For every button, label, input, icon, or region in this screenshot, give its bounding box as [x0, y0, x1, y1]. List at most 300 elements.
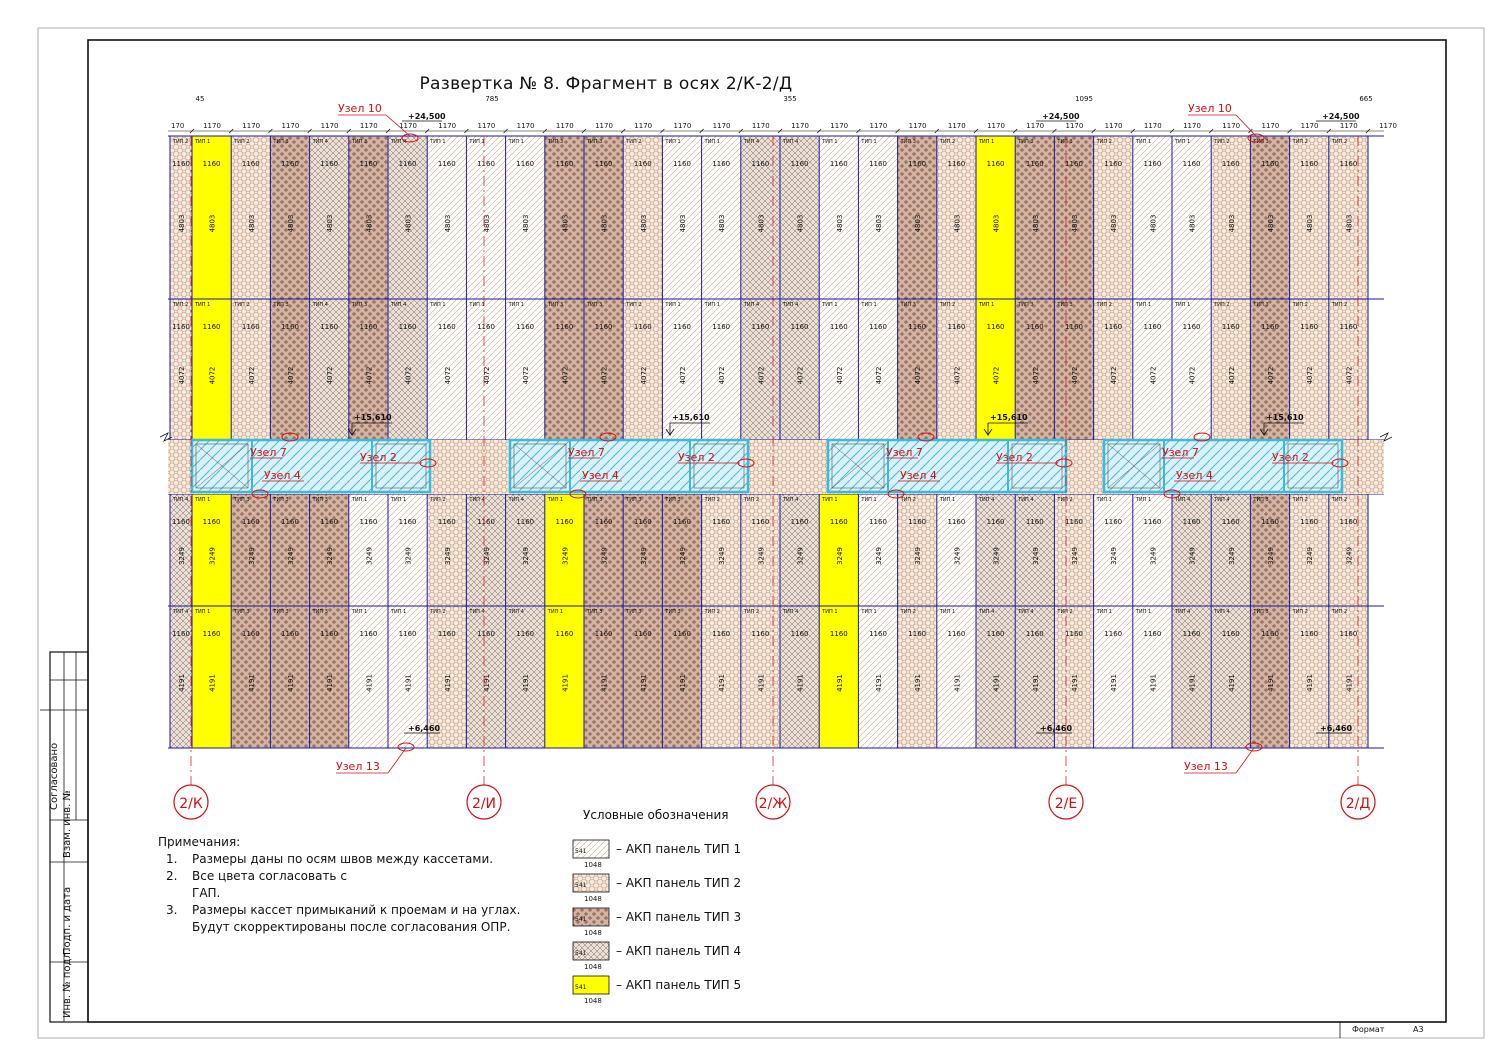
panel-type-tag: ТИП 2	[626, 302, 642, 308]
panel-width-label: 1160	[790, 518, 809, 526]
panel-type-tag: ТИП 4	[312, 139, 328, 145]
panel-type-tag: ТИП 3	[234, 609, 250, 615]
panel-height-label: 4072	[561, 366, 570, 385]
dim-label: 1170	[1261, 122, 1280, 130]
panel-width-label: 1160	[477, 323, 495, 331]
panel-width-label: 1160	[241, 160, 260, 168]
panel-height-label: 4803	[208, 214, 217, 233]
elevation-mid: +15,610	[1266, 413, 1304, 422]
panel-width-label: 1160	[1065, 630, 1083, 638]
legend-swatch-height: 541	[575, 984, 587, 991]
panel-width-label: 1160	[986, 518, 1005, 526]
legend-label: – АКП панель ТИП 1	[616, 842, 742, 856]
panel-type-tag: ТИП 1	[430, 139, 446, 145]
panel-height-label: 4072	[522, 366, 531, 385]
legend-swatch-width: 1048	[584, 861, 602, 869]
panel-width-label: 1160	[398, 160, 417, 168]
node-label-uzel4: Узел 4	[582, 469, 619, 482]
panel-width-label: 1160	[594, 630, 613, 638]
panel-height-label: 4072	[1031, 366, 1040, 385]
panel-width-label: 1160	[673, 630, 691, 638]
panel-type-tag: ТИП 2	[704, 497, 720, 503]
panel-type-tag: ТИП 2	[1214, 139, 1230, 145]
panel-type-tag: ТИП 4	[469, 497, 485, 503]
panel-height-label: 4803	[796, 214, 805, 233]
dim-label: 1170	[595, 122, 613, 130]
panel-width-label: 1160	[1025, 630, 1044, 638]
panel-width-label: 1160	[202, 160, 221, 168]
panel-width-label: 1160	[1065, 160, 1083, 168]
panel-width-label: 1160	[908, 518, 927, 526]
panel-height-label: 3249	[365, 547, 374, 565]
panel-type-tag: ТИП 1	[1096, 609, 1112, 615]
note-text: Размеры кассет примыканий к проемам и на углах.	[192, 903, 521, 917]
panel-height-label: 3249	[561, 547, 570, 565]
panel-height-label: 3249	[1267, 547, 1275, 565]
legend-swatch-width: 1048	[584, 963, 602, 971]
panel-type-tag: ТИП 3	[587, 139, 603, 145]
panel-type-tag: ТИП 3	[587, 609, 603, 615]
panel-height-label: 4803	[178, 214, 186, 233]
panel-height-label: 4072	[992, 366, 1001, 385]
dim-label: 1170	[1104, 122, 1123, 130]
panel-type-tag: ТИП 3	[665, 497, 681, 503]
node-label-uzel2: Узел 2	[360, 451, 397, 464]
panel-height-label: 3249	[1227, 547, 1236, 565]
note-item	[158, 885, 520, 902]
legend-label: – АКП панель ТИП 3	[616, 910, 742, 924]
panel-width-label: 1160	[947, 630, 966, 638]
panel-height-label: 4803	[326, 214, 335, 233]
dim-label: 1170	[673, 122, 692, 130]
panel-width-label: 1160	[1025, 160, 1044, 168]
panel-type-tag: ТИП 1	[665, 139, 681, 145]
panel-width-label: 1160	[986, 323, 1005, 331]
panel-type-tag: ТИП 3	[1253, 497, 1269, 503]
format-value: А3	[1413, 1025, 1424, 1034]
panel-height-label: 4803	[1306, 214, 1315, 233]
note-text: Размеры даны по осям швов между кассетами.	[192, 852, 494, 866]
panel-height-label: 3249	[483, 547, 491, 565]
panel-height-label: 4191	[953, 674, 962, 692]
dim-label: 1170	[203, 122, 221, 130]
note-text: ГАП.	[192, 886, 221, 900]
panel-type-tag: ТИП 3	[626, 609, 642, 615]
panel-height-label: 4803	[404, 214, 413, 233]
panel-height-label: 3249	[1110, 547, 1119, 565]
panel-width-label: 1160	[829, 160, 848, 168]
panel-type-tag: ТИП 1	[822, 497, 838, 503]
panel-width-label: 1160	[1182, 630, 1201, 638]
dim-label: 1170	[712, 122, 731, 130]
panel-height-label: 3249	[875, 547, 883, 565]
panel-type-tag: ТИП 2	[1331, 609, 1348, 615]
panel-width-label: 1160	[359, 630, 378, 638]
dim-label: 1170	[908, 122, 927, 130]
panel-type-tag: ТИП 1	[861, 609, 877, 615]
panel-height-label: 4191	[326, 674, 335, 692]
panel-height-label: 4072	[1188, 366, 1197, 385]
panel-height-label: 4803	[1031, 214, 1040, 233]
panel-width-label: 1160	[986, 160, 1005, 168]
panel-height-label: 3249	[326, 547, 335, 565]
panel-height-label: 4803	[718, 214, 727, 233]
panel-type-tag: ТИП 4	[1214, 609, 1230, 615]
panel-height-label: 3249	[1345, 547, 1354, 565]
panel-width-label: 1160	[1104, 630, 1123, 638]
panel-type-tag: ТИП 1	[979, 139, 995, 145]
panel-height-label: 4072	[757, 366, 766, 385]
panel-type-tag: ТИП 3	[1253, 609, 1269, 615]
panel-height-label: 4803	[522, 214, 531, 233]
axis-label: 2/Е	[1054, 796, 1078, 812]
panel-height-label: 4191	[679, 674, 687, 692]
panel-type-tag: ТИП 3	[1018, 302, 1034, 308]
panel-height-label: 4803	[443, 214, 452, 233]
panel-width-label: 1160	[790, 323, 809, 331]
dim-label: 1170	[320, 122, 339, 130]
panel-type-tag: ТИП 4	[783, 609, 799, 615]
panel-height-label: 4803	[1267, 214, 1275, 233]
panel-type-tag: ТИП 2	[1057, 497, 1073, 503]
panel-type-tag: ТИП 1	[195, 302, 211, 308]
panel-width-label: 1160	[908, 630, 927, 638]
panel-type-tag: ТИП 4	[1175, 497, 1191, 503]
dim-label: 1170	[751, 122, 770, 130]
panel-type-tag: ТИП 1	[430, 302, 446, 308]
panel-width-label: 1160	[555, 160, 574, 168]
panel-width-label: 1160	[751, 160, 770, 168]
panel-width-label: 1160	[398, 630, 417, 638]
elevation-bottom: +6,460	[1320, 724, 1353, 733]
extra-dim-label: 665	[1359, 95, 1373, 103]
panel-type-tag: ТИП 3	[273, 609, 289, 615]
panel-height-label: 4072	[1306, 366, 1315, 385]
panel-height-label: 4191	[718, 674, 727, 692]
node-label-uzel2: Узел 2	[996, 451, 1033, 464]
panel-width-label: 1160	[633, 518, 652, 526]
panel-width-label: 1160	[1104, 323, 1123, 331]
left-stamp	[40, 652, 88, 1022]
panel-type-tag: ТИП 2	[430, 609, 446, 615]
panel-type-tag: ТИП 1	[1135, 302, 1152, 308]
elevation-mid: +15,610	[354, 413, 392, 422]
panel-height-label: 3249	[1306, 547, 1315, 565]
panel-type-tag: ТИП 2	[743, 497, 760, 503]
panel-type-tag: ТИП 4	[979, 609, 995, 615]
panel-height-label: 4803	[287, 214, 295, 233]
dim-label: 1170	[947, 122, 966, 130]
node-label-uzel2: Узел 2	[678, 451, 715, 464]
panel-height-label: 4191	[247, 674, 256, 692]
panel-height-label: 4072	[443, 366, 452, 385]
panel-width-label: 1160	[869, 160, 887, 168]
panel-width-label: 1160	[1300, 630, 1319, 638]
panel-height-label: 4191	[1031, 674, 1040, 692]
panel-type-tag: ТИП 4	[783, 139, 799, 145]
panel-type-tag: ТИП 2	[900, 609, 916, 615]
panel-height-label: 4072	[326, 366, 335, 385]
panel-type-tag: ТИП 1	[861, 497, 877, 503]
panel-width-label: 1160	[1025, 323, 1044, 331]
panel-width-label: 1160	[241, 323, 260, 331]
panel-type-tag: ТИП 1	[1096, 497, 1112, 503]
panel-type-tag: ТИП 4	[1018, 497, 1034, 503]
panel-width-label: 1160	[477, 518, 495, 526]
panel-width-label: 1160	[281, 630, 299, 638]
legend-swatch-width: 1048	[584, 895, 602, 903]
panel-height-label: 3249	[404, 547, 413, 565]
node-label-uzel4: Узел 4	[1176, 469, 1213, 482]
panel-type-tag: ТИП 1	[351, 609, 368, 615]
panel-height-label: 3249	[914, 547, 923, 565]
stamp-inv: Инв. № подл.	[62, 949, 73, 1018]
note-item	[158, 919, 520, 936]
panel-height-label: 4191	[1149, 674, 1158, 692]
panel-height-label: 4072	[1149, 366, 1158, 385]
panel-type-tag: ТИП 3	[312, 609, 328, 615]
panel-width-label: 1160	[172, 518, 190, 526]
panel-width-label: 1160	[477, 160, 495, 168]
panel-height-label: 4191	[1188, 674, 1197, 692]
stamp-vzam: Взам. инв. №	[62, 790, 73, 858]
panel-type-tag: ТИП 2	[234, 139, 250, 145]
panel-height-label: 4072	[875, 366, 883, 385]
node-label-uzel4: Узел 4	[264, 469, 301, 482]
panel-type-tag: ТИП 3	[1253, 139, 1269, 145]
elevation-bottom: +6,460	[1040, 724, 1073, 733]
panel-height-label: 4191	[914, 674, 923, 692]
panel-type-tag: ТИП 1	[547, 497, 564, 503]
axis-label: 2/К	[179, 796, 203, 812]
panel-width-label: 1160	[1221, 518, 1240, 526]
panel-type-tag: ТИП 1	[939, 609, 956, 615]
dim-label: 1170	[1143, 122, 1162, 130]
panel-width-label: 1160	[516, 323, 535, 331]
panel-height-label: 4803	[835, 214, 844, 233]
panel-width-label: 1160	[359, 323, 378, 331]
panel-width-label: 1160	[320, 160, 339, 168]
dim-label: 1170	[359, 122, 378, 130]
panel-height-label: 4072	[914, 366, 923, 385]
stamp-soglasovano: Согласовано	[49, 742, 60, 810]
note-item	[158, 868, 520, 885]
note-number: 2.	[166, 869, 178, 883]
dim-label: 1170	[281, 122, 300, 130]
panel-width-label: 1160	[516, 160, 535, 168]
notes-heading: Примечания:	[158, 835, 241, 849]
panel-height-label: 4191	[875, 674, 883, 692]
panel-type-tag: ТИП 3	[547, 139, 564, 145]
panel-width-label: 1160	[359, 160, 378, 168]
legend-swatch-width: 1048	[584, 997, 602, 1005]
dim-label: 1170	[1222, 122, 1241, 130]
panel-height-label: 4803	[1071, 214, 1079, 233]
elevation-mid: +15,610	[672, 413, 710, 422]
panel-type-tag: ТИП 2	[1096, 139, 1112, 145]
panel-width-label: 1160	[712, 630, 731, 638]
panel-height-label: 3249	[208, 547, 217, 565]
panel-width-label: 1160	[1221, 160, 1240, 168]
dim-label: 1170	[1300, 122, 1319, 130]
panel-height-label: 4072	[1345, 366, 1354, 385]
panel-height-label: 4191	[639, 674, 648, 692]
panel-width-label: 1160	[1300, 160, 1319, 168]
panel-height-label: 4803	[914, 214, 923, 233]
panel-type-tag: ТИП 4	[173, 609, 189, 615]
panel-width-label: 1160	[829, 323, 848, 331]
panel-height-label: 4191	[1306, 674, 1315, 692]
dim-label: 1170	[1065, 122, 1084, 130]
panel-type-tag: ТИП 2	[704, 609, 720, 615]
dim-label: 1170	[242, 122, 261, 130]
panel-width-label: 1160	[947, 160, 966, 168]
panel-type-tag: ТИП 1	[704, 139, 720, 145]
panel-type-tag: ТИП 4	[391, 139, 407, 145]
note-number	[158, 885, 188, 902]
panel-height-label: 3249	[247, 547, 256, 565]
panel-height-label: 4191	[208, 674, 217, 692]
panel-height-label: 4191	[365, 674, 374, 692]
panel-width-label: 1160	[1339, 630, 1358, 638]
panel-type-tag: ТИП 3	[587, 497, 603, 503]
panel-type-tag: ТИП 2	[1331, 497, 1348, 503]
panel-type-tag: ТИП 1	[508, 302, 524, 308]
node-label-uzel7: Узел 7	[250, 446, 287, 459]
panel-height-label: 4191	[835, 674, 844, 692]
panel-width-label: 1160	[281, 323, 299, 331]
extra-dim-label: 355	[783, 95, 797, 103]
panel-type-tag: ТИП 1	[391, 497, 407, 503]
panel-width-label: 1160	[320, 630, 339, 638]
legend-swatch-height: 541	[575, 848, 587, 855]
panel-type-tag: ТИП 3	[587, 302, 603, 308]
panel-width-label: 1160	[202, 323, 221, 331]
panel-type-tag: ТИП 1	[1175, 302, 1191, 308]
dim-label: 1170	[634, 122, 653, 130]
panel-type-tag: ТИП 4	[391, 302, 407, 308]
panel-width-label: 1160	[1025, 518, 1044, 526]
panel-height-label: 4803	[1110, 214, 1119, 233]
panel-width-label: 1160	[1300, 518, 1319, 526]
panel-type-tag: ТИП 3	[900, 139, 916, 145]
note-number: 1.	[166, 852, 178, 866]
panel-height-label: 4191	[992, 674, 1001, 692]
panel-width-label: 1160	[1143, 518, 1162, 526]
dim-label: 1170	[869, 122, 888, 130]
panel-type-tag: ТИП 3	[273, 497, 289, 503]
panel-width-label: 1160	[712, 160, 731, 168]
dim-label: 1170	[399, 122, 417, 130]
panel-type-tag: ТИП 3	[273, 302, 289, 308]
dim-label: 1170	[830, 122, 849, 130]
panel-width-label: 1160	[594, 323, 613, 331]
panel-width-label: 1160	[790, 630, 809, 638]
panel-height-label: 4803	[247, 214, 256, 233]
panel-type-tag: ТИП 3	[351, 139, 368, 145]
window-block	[1104, 440, 1342, 492]
format-label: Формат	[1352, 1025, 1385, 1034]
legend-title: Условные обозначения	[583, 808, 729, 822]
axis-label: 2/Д	[1345, 796, 1371, 812]
node-label-uzel13: Узел 13	[336, 760, 380, 773]
panel-type-tag: ТИП 2	[1292, 139, 1308, 145]
panel-width-label: 1160	[673, 160, 691, 168]
panel-type-tag: ТИП 1	[861, 302, 877, 308]
panel-height-label: 3249	[1031, 547, 1040, 565]
panel-type-tag: ТИП 2	[1292, 497, 1308, 503]
panel-height-label: 4191	[404, 674, 413, 692]
elevation-mid: +15,610	[990, 413, 1028, 422]
panel-width-label: 1160	[359, 518, 378, 526]
panel-width-label: 1160	[790, 160, 809, 168]
panel-type-tag: ТИП 2	[1331, 302, 1348, 308]
panel-type-tag: ТИП 2	[234, 302, 250, 308]
panel-type-tag: ТИП 1	[195, 139, 211, 145]
panel-height-label: 4191	[600, 674, 609, 692]
panel-width-label: 1160	[1339, 518, 1358, 526]
panel-type-tag: ТИП 4	[743, 302, 760, 308]
panel-type-tag: ТИП 1	[195, 609, 211, 615]
legend-label: – АКП панель ТИП 5	[616, 978, 742, 992]
panel-height-label: 4191	[1227, 674, 1236, 692]
legend-swatch-height: 541	[575, 882, 587, 889]
node-label-uzel4: Узел 4	[900, 469, 937, 482]
panel-height-label: 4803	[561, 214, 570, 233]
panel-width-label: 1160	[869, 630, 887, 638]
node-label-uzel13: Узел 13	[1184, 760, 1228, 773]
legend-swatch-height: 541	[575, 916, 587, 923]
panel-height-label: 4803	[953, 214, 962, 233]
panel-width-label: 1160	[1143, 160, 1162, 168]
panel-type-tag: ТИП 2	[626, 139, 642, 145]
panel-type-tag: ТИП 1	[351, 497, 368, 503]
panel-width-label: 1160	[1261, 323, 1279, 331]
panel-type-tag: ТИП 3	[547, 302, 564, 308]
panel-width-label: 1160	[437, 160, 456, 168]
node-label-uzel7: Узел 7	[1162, 446, 1199, 459]
panel-width-label: 1160	[1104, 160, 1123, 168]
window-block	[510, 440, 748, 492]
panel-width-label: 1160	[829, 630, 848, 638]
panel-width-label: 1160	[437, 630, 456, 638]
panel-height-label: 4803	[1149, 214, 1158, 233]
panel-height-label: 4191	[522, 674, 531, 692]
panel-type-tag: ТИП 4	[1214, 497, 1230, 503]
panel-type-tag: ТИП 1	[861, 139, 877, 145]
note-item	[158, 902, 520, 919]
node-label-uzel7: Узел 7	[886, 446, 923, 459]
panel-width-label: 1160	[241, 518, 260, 526]
legend	[573, 840, 609, 1005]
panel-type-tag: ТИП 3	[1018, 139, 1034, 145]
panel-width-label: 1160	[281, 160, 299, 168]
panel-height-label: 4072	[953, 366, 962, 385]
dim-label: 1170	[1379, 122, 1397, 130]
panel-width-label: 1160	[829, 518, 848, 526]
panel-width-label: 1160	[1182, 160, 1201, 168]
facade-elevation	[168, 95, 1397, 773]
panel-width-label: 1160	[398, 518, 417, 526]
panel-height-label: 4803	[757, 214, 766, 233]
panel-height-label: 4803	[875, 214, 883, 233]
panel-height-label: 4072	[1227, 366, 1236, 385]
legend-swatch-height: 541	[575, 950, 587, 957]
panel-type-tag: ТИП 1	[391, 609, 407, 615]
panel-height-label: 4072	[835, 366, 844, 385]
note-text: Будут скорректированы после согласования ОПР.	[192, 920, 511, 934]
panel-width-label: 1160	[751, 518, 770, 526]
